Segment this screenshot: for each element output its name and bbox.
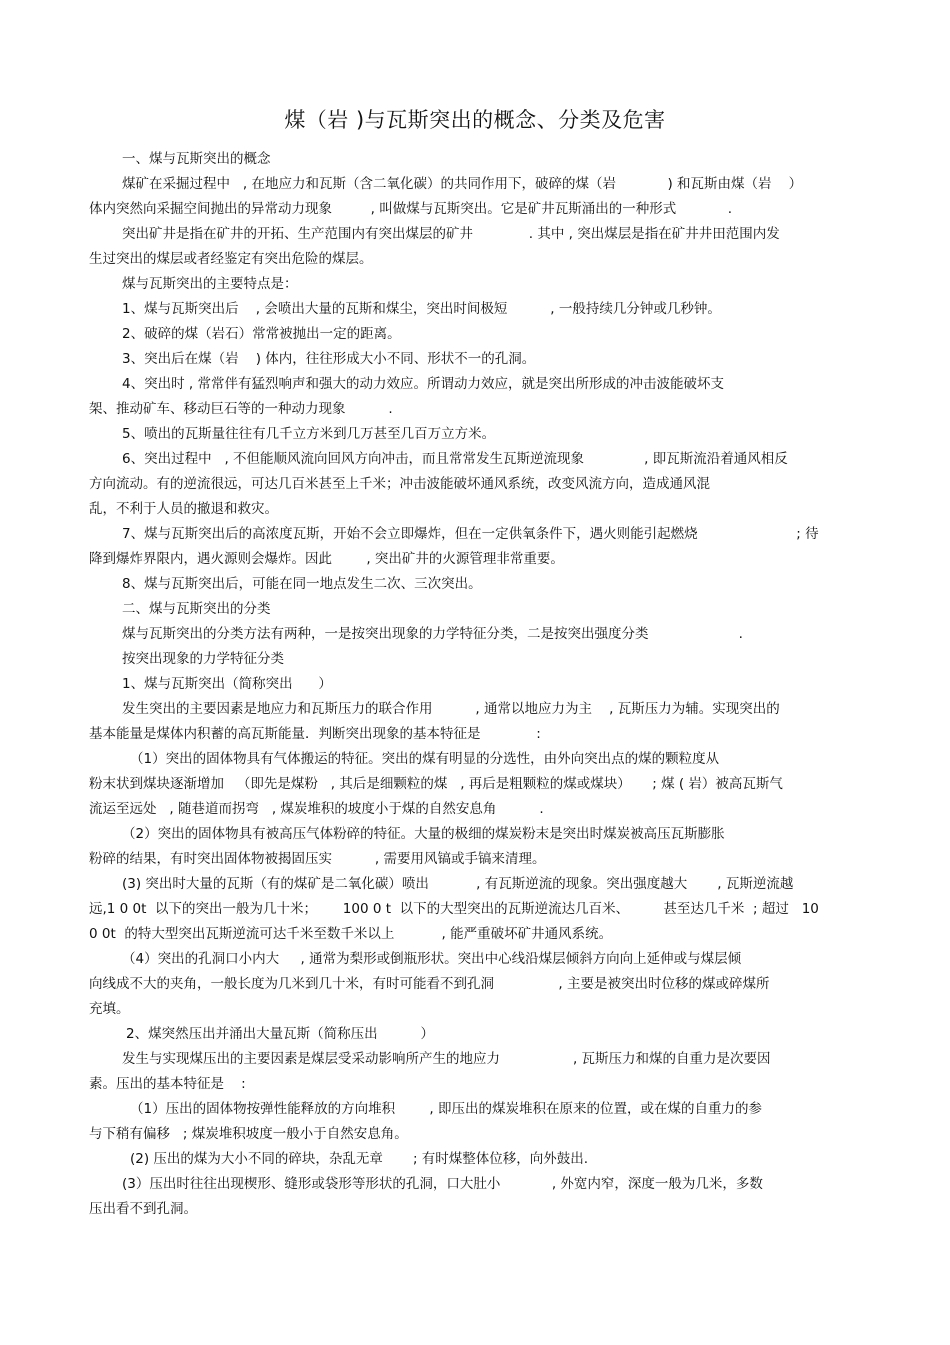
list-item-continuation: 与下稍有偏移 ; 煤炭堆积坡度一般小于自然安息角。 bbox=[89, 1126, 408, 1142]
subheading: 按突出现象的力学特征分类 bbox=[122, 651, 284, 667]
paragraph-line: 素。压出的基本特征是 : bbox=[89, 1076, 246, 1092]
subheading: 2、煤突然压出并涌出大量瓦斯（简称压出 ） bbox=[126, 1026, 435, 1042]
list-item-continuation: 方向流动。有的逆流很远，可达几百米甚至上千米；冲击波能破坏通风系统，改变风流方向，造成通风混 bbox=[89, 476, 710, 492]
list-item: 8、煤与瓦斯突出后，可能在同一地点发生二次、三次突出。 bbox=[122, 576, 482, 592]
subheading: 1、煤与瓦斯突出（简称突出 ） bbox=[122, 676, 332, 692]
paragraph-line: 发生突出的主要因素是地应力和瓦斯压力的联合作用 , 通常以地应力为主 , 瓦斯压力为辅。实现突出的 bbox=[122, 701, 780, 717]
list-item: 4、突出时 , 常常伴有猛烈响声和强大的动力效应。所谓动力效应，就是突出所形成的冲击波能破坏支 bbox=[122, 376, 724, 392]
list-item: 3、突出后在煤（岩 ) 体内，往往形成大小不同、形状不一的孔洞。 bbox=[122, 351, 536, 367]
list-item: 5、喷出的瓦斯量往往有几千立方米到几万甚至几百万立方米。 bbox=[122, 426, 496, 442]
list-item-continuation: 压出看不到孔洞。 bbox=[89, 1201, 197, 1217]
list-item: 1、煤与瓦斯突出后 , 会喷出大量的瓦斯和煤尘，突出时间极短 , 一般持续几分钟或几秒钟。 bbox=[122, 301, 721, 317]
list-item-continuation: 架、推动矿车、移动巨石等的一种动力现象 . bbox=[89, 401, 393, 417]
list-item: （4）突出的孔洞口小内大 , 通常为梨形或倒瓶形状。突出中心线沿煤层倾斜方向向上延伸或与煤层倾 bbox=[122, 951, 742, 967]
list-item: 7、煤与瓦斯突出后的高浓度瓦斯，开始不会立即爆炸，但在一定供氧条件下，遇火则能引起燃烧 ; 待 bbox=[122, 526, 819, 542]
list-item-continuation: 充填。 bbox=[89, 1001, 130, 1017]
list-item: （1）突出的固体物具有气体搬运的特征。突出的煤有明显的分选性，由外向突出点的煤的颗粒度从 bbox=[130, 751, 720, 767]
list-item: (3) 突出时大量的瓦斯（有的煤矿是二氧化碳）喷出 , 有瓦斯逆流的现象。突出强度越大 , 瓦斯逆流越 bbox=[122, 876, 794, 892]
paragraph-line: 生过突出的煤层或者经鉴定有突出危险的煤层。 bbox=[89, 251, 373, 267]
list-item: 6、突出过程中 , 不但能顺风流向回风方向冲击，而且常常发生瓦斯逆流现象 , 即瓦斯流沿着通风相反 bbox=[122, 451, 788, 467]
paragraph-line: 基本能量是煤体内积蓄的高瓦斯能量．判断突出现象的基本特征是 : bbox=[89, 726, 541, 742]
list-item: 2、破碎的煤（岩石）常常被抛出一定的距离。 bbox=[122, 326, 401, 342]
list-item: （1）压出的固体物按弹性能释放的方向堆积 , 即压出的煤炭堆积在原来的位置，或在煤的自重力的参 bbox=[130, 1101, 763, 1117]
list-item-continuation: 流运至远处 , 随巷道而拐弯 , 煤炭堆积的坡度小于煤的自然安息角 . bbox=[89, 801, 544, 817]
list-item: （2）突出的固体物具有被高压气体粉碎的特征。大量的极细的煤炭粉末是突出时煤炭被高压瓦斯膨胀 bbox=[122, 826, 725, 842]
section-heading: 二、煤与瓦斯突出的分类 bbox=[122, 601, 271, 617]
list-item-continuation: 向线成不大的夹角，一般长度为几米到几十米，有时可能看不到孔洞 , 主要是被突出时位移的煤或碎煤所 bbox=[89, 976, 770, 992]
paragraph-line: 煤与瓦斯突出的分类方法有两种，一是按突出现象的力学特征分类，二是按突出强度分类 . bbox=[122, 626, 743, 642]
document-title: 煤（岩 )与瓦斯突出的概念、分类及危害 bbox=[284, 108, 666, 132]
list-item-continuation: 降到爆炸界限内，遇火源则会爆炸。因此 , 突出矿井的火源管理非常重要。 bbox=[89, 551, 564, 567]
list-item-continuation: 粉末状到煤块逐渐增加 （即先是煤粉 , 其后是细颗粒的煤 , 再后是粗颗粒的煤或煤块） ; 煤 ( 岩）被高瓦斯气 bbox=[89, 776, 783, 792]
list-item-continuation: 乱，不利于人员的撤退和救灾。 bbox=[89, 501, 278, 517]
paragraph-line: 体内突然向采掘空间抛出的异常动力现象 , 叫做煤与瓦斯突出。它是矿井瓦斯涌出的一种形式 . bbox=[89, 201, 732, 217]
section-heading: 一、煤与瓦斯突出的概念 bbox=[122, 151, 271, 167]
paragraph-line: 煤矿在采掘过程中 , 在地应力和瓦斯（含二氧化碳）的共同作用下，破碎的煤（岩 ) 和瓦斯由煤（岩 ） bbox=[122, 176, 803, 192]
list-item-continuation: 远,1 0 0t 以下的突出一般为几十米； 100 0 t 以下的大型突出的瓦斯逆流达几百米、 甚至达几千米 ; 超过 10 bbox=[89, 901, 819, 917]
paragraph-line: 突出矿井是指在矿井的开拓、生产范围内有突出煤层的矿井 . 其中 , 突出煤层是指在矿井井田范围内发 bbox=[122, 226, 780, 242]
list-item: (2) 压出的煤为大小不同的碎块，杂乱无章 ; 有时煤整体位移，向外鼓出. bbox=[130, 1151, 589, 1167]
list-item-continuation: 0 0t 的特大型突出瓦斯逆流可达千米至数千米以上 , 能严重破坏矿井通风系统。 bbox=[89, 926, 613, 942]
list-item-continuation: 粉碎的结果，有时突出固体物被揭固压实 , 需要用风镐或手镐来清理。 bbox=[89, 851, 546, 867]
paragraph-line: 发生与实现煤压出的主要因素是煤层受采动影响所产生的地应力 , 瓦斯压力和煤的自重力是次要因 bbox=[122, 1051, 771, 1067]
paragraph-line: 煤与瓦斯突出的主要特点是： bbox=[122, 276, 298, 292]
list-item: (3）压出时往往出现楔形、缝形或袋形等形状的孔洞，口大肚小 , 外宽内窄，深度一般为几米，多数 bbox=[122, 1176, 763, 1192]
